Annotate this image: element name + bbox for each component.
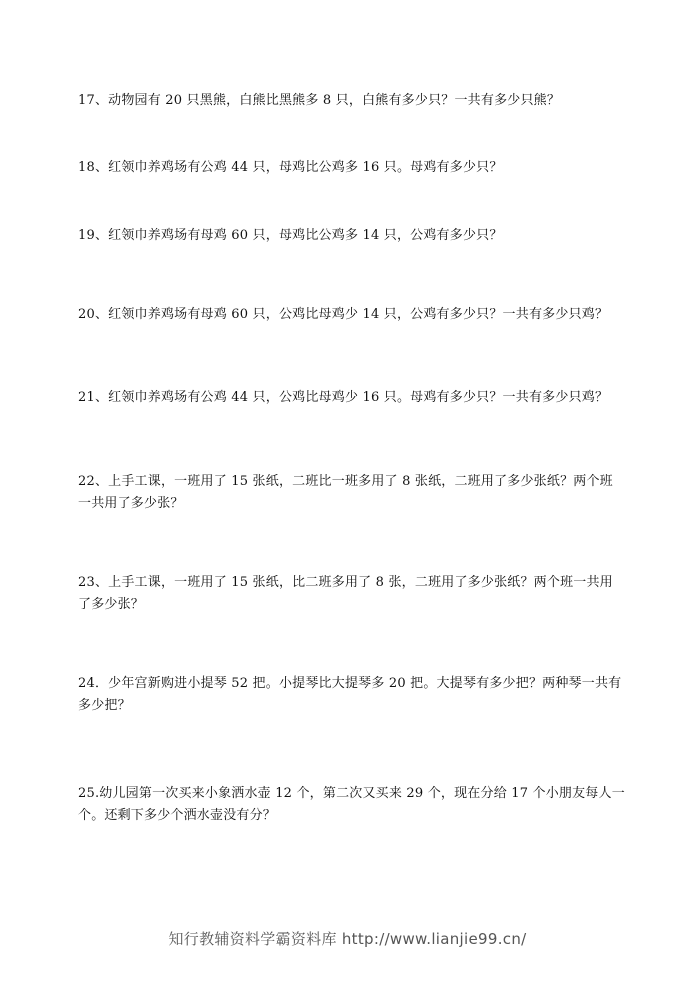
problem-22: 22、上手工课，一班用了 15 张纸，二班比一班多用了 8 张纸，二班用了多少张纸？两个班一共用了多少张？	[78, 474, 613, 511]
problem-18: 18、红领巾养鸡场有公鸡 44 只，母鸡比公鸡多 16 只。母鸡有多少只？	[78, 160, 503, 175]
problem-25: 25.幼儿园第一次买来小象洒水壶 12 个，第二次又买来 29 个，现在分给 17 个小朋友每人一个。还剩下多少个洒水壶没有分？	[78, 786, 625, 823]
problem-17: 17、动物园有 20 只黑熊，白熊比黑熊多 8 只，白熊有多少只？一共有多少只熊？	[78, 93, 561, 108]
problem-24: 24．少年宫新购进小提琴 52 把。小提琴比大提琴多 20 把。大提琴有多少把？两种琴一共有多少把？	[78, 676, 622, 713]
problem-21: 21、红领巾养鸡场有公鸡 44 只，公鸡比母鸡少 16 只。母鸡有多少只？一共有多少只鸡？	[78, 390, 609, 405]
problem-20: 20、红领巾养鸡场有母鸡 60 只，公鸡比母鸡少 14 只，公鸡有多少只？一共有多少只鸡？	[78, 307, 609, 322]
problem-19: 19、红领巾养鸡场有母鸡 60 只，母鸡比公鸡多 14 只，公鸡有多少只？	[78, 228, 503, 243]
footer-watermark: 知行教辅资料学霸资料库 http://www.lianjie99.cn/	[168, 930, 527, 948]
problem-23: 23、上手工课，一班用了 15 张纸，比二班多用了 8 张，二班用了多少张纸？两个班一共用了多少张？	[78, 575, 613, 612]
